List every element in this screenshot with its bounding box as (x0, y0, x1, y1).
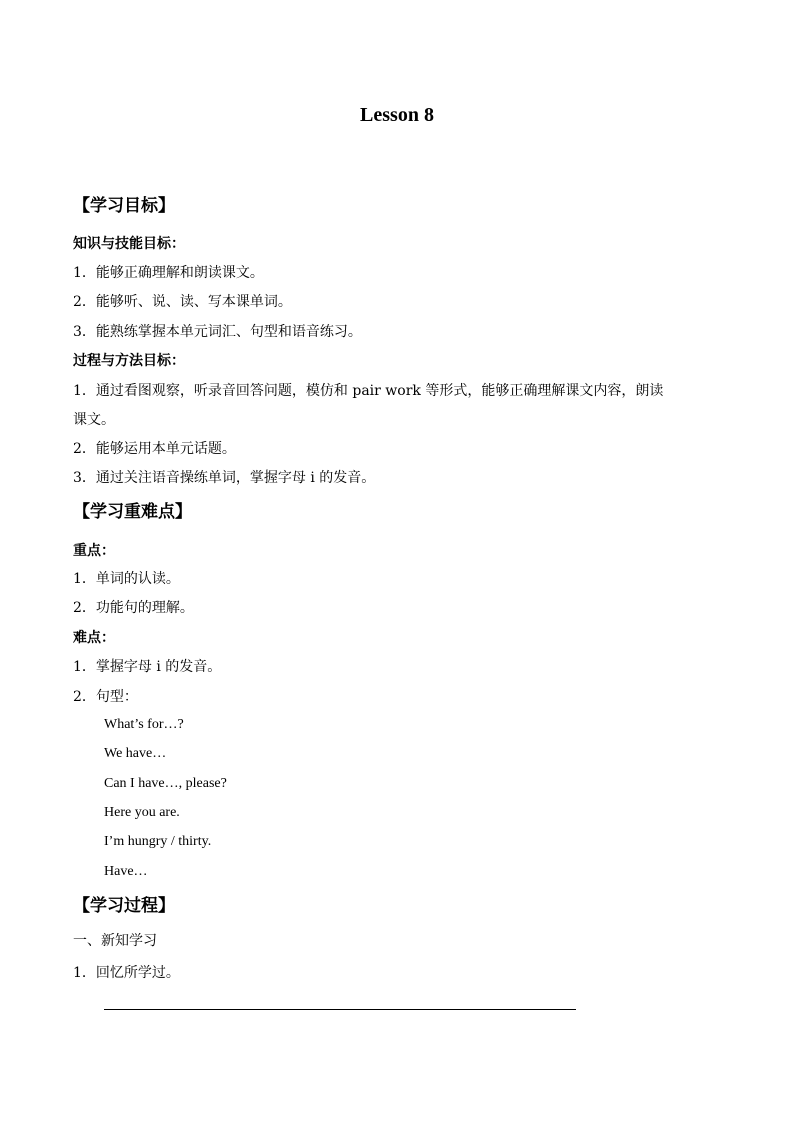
sentence-pattern: I’m hungry / thirty. (104, 834, 212, 849)
list-item: 1．通过看图观察，听录音回答问题，模仿和 pair work 等形式，能够正确理解课文内容，朗读 (73, 383, 664, 399)
sentence-pattern: Have… (104, 864, 148, 879)
subheading-knowledge-skills: 知识与技能目标： (73, 236, 185, 252)
list-item: 3．能熟练掌握本单元词汇、句型和语音练习。 (73, 324, 362, 340)
answer-blank-line (104, 1009, 576, 1010)
part-heading: 一、新知学习 (73, 933, 157, 949)
sentence-pattern: Here you are. (104, 805, 180, 820)
list-item: 2．功能句的理解。 (73, 600, 194, 616)
list-item: 3．通过关注语音操练单词，掌握字母 i 的发音。 (73, 470, 376, 486)
page-title: Lesson 8 (360, 104, 434, 126)
list-item: 2．能够听、说、读、写本课单词。 (73, 294, 292, 310)
list-item: 1．回忆所学过。 (73, 965, 180, 981)
subheading-difficult-point: 难点： (73, 630, 115, 646)
list-item: 1．单词的认读。 (73, 571, 180, 587)
section-heading-objectives: 【学习目标】 (73, 196, 175, 216)
section-heading-key-points: 【学习重难点】 (73, 502, 192, 522)
list-item: 2．句型： (73, 689, 138, 705)
sentence-pattern: Can I have…, please? (104, 776, 227, 791)
list-item: 2．能够运用本单元话题。 (73, 441, 236, 457)
list-item: 1．掌握字母 i 的发音。 (73, 659, 222, 675)
sentence-pattern: We have… (104, 746, 167, 761)
sentence-pattern: What’s for…? (104, 717, 184, 732)
subheading-process-methods: 过程与方法目标： (73, 353, 185, 369)
list-item: 1．能够正确理解和朗读课文。 (73, 265, 264, 281)
list-item-continuation: 课文。 (73, 412, 115, 428)
subheading-key-point: 重点： (73, 543, 115, 559)
section-heading-process: 【学习过程】 (73, 896, 175, 916)
